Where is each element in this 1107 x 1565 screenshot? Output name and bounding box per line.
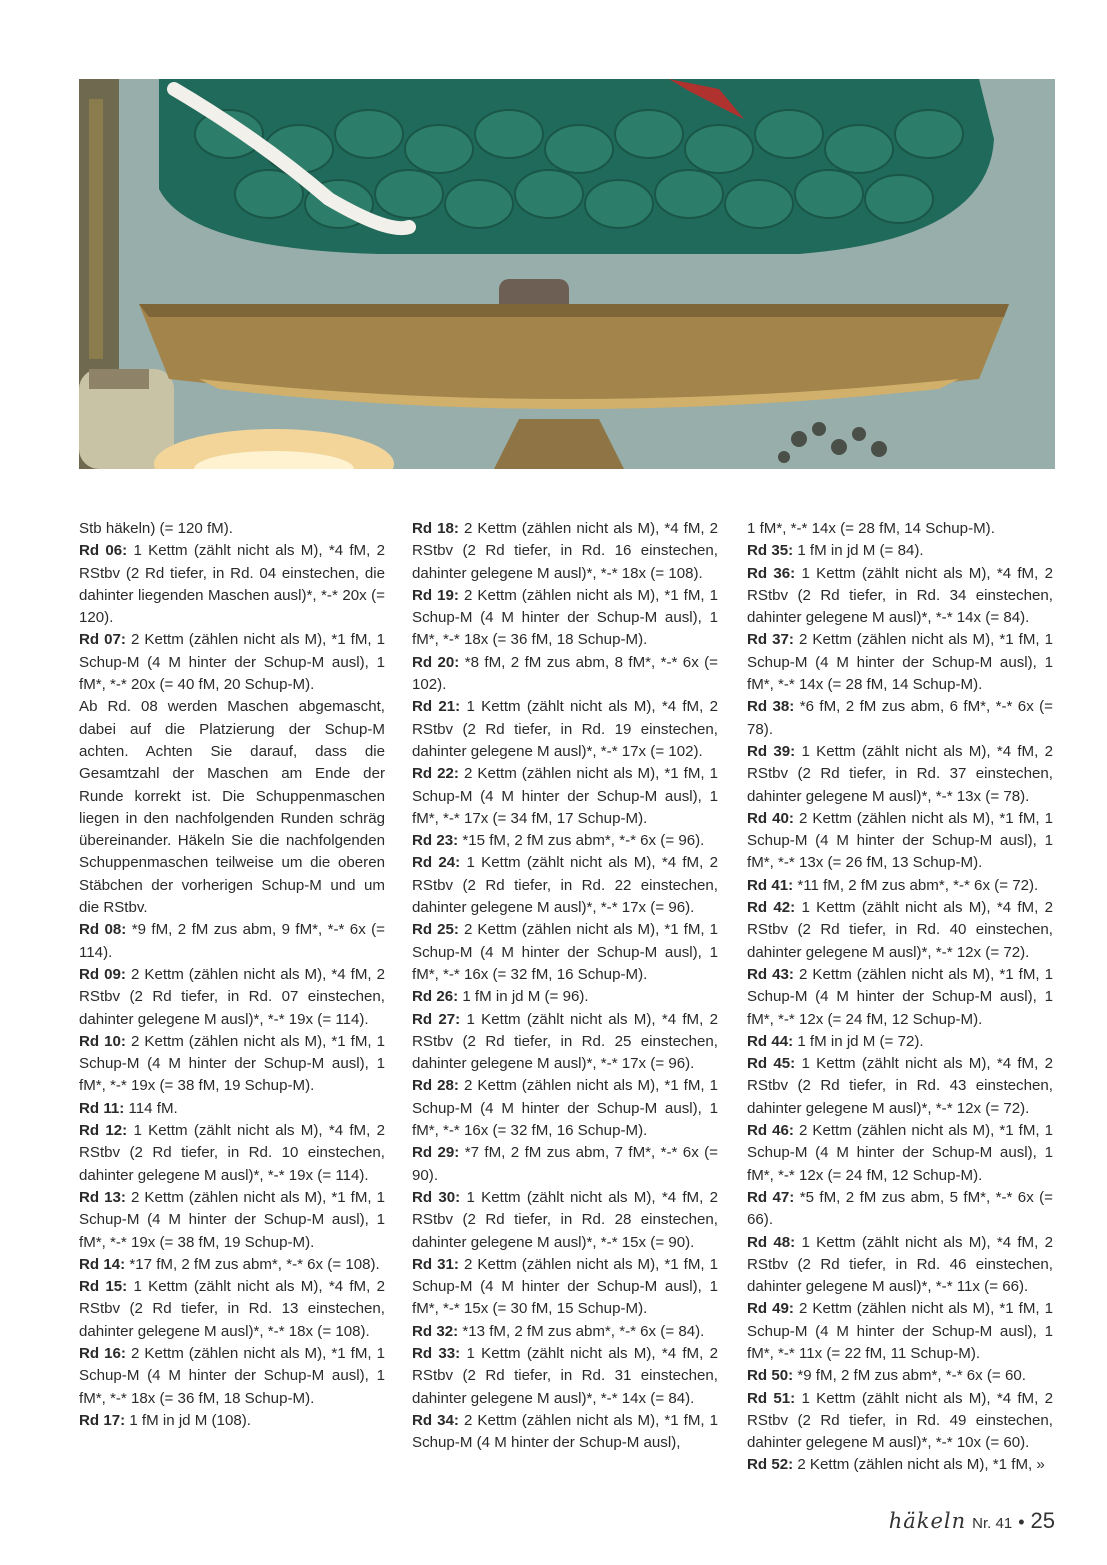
instructions-column-3 [747,518,1053,1477]
instruction-text: *11 fM, 2 fM zus abm*, *-* 6x (= 72). [793,876,1039,894]
instruction-paragraph [412,696,718,763]
round-label: Rd 19: [412,586,459,604]
instruction-paragraph [747,1053,1053,1120]
instruction-paragraph [747,1388,1053,1455]
instruction-paragraph [747,875,1053,897]
instruction-text: 2 Kettm (zählen nicht als M), *1 fM, 1 Schup-M (4 M hinter der Schup-M ausl), 1 fM*, *-* 18x (= 36 fM, 18 Schup-M). [412,586,718,649]
round-label: Rd 38: [747,698,795,716]
footer-separator: • [1018,1512,1025,1532]
round-label: Rd 37: [747,631,794,649]
instruction-text: 2 Kettm (zählen nicht als M), *1 fM, 1 Schup-M (4 M hinter der Schup-M ausl), 1 fM*, *-* 16x (= 32 fM, 16 Schup-M). [412,1077,718,1140]
round-label: Rd 17: [79,1411,126,1429]
round-label: Rd 49: [747,1300,794,1318]
round-label: Rd 33: [412,1344,461,1362]
instruction-text: Stb häkeln) (= 120 fM). [79,520,233,537]
instruction-text: 1 fM in jd M (= 84). [793,542,924,560]
instruction-text: 1 fM*, *-* 14x (= 28 fM, 14 Schup-M). [747,520,995,537]
round-label: Rd 20: [412,653,460,671]
instruction-text: 114 fM. [124,1099,178,1117]
instruction-text: 1 Kettm (zählt nicht als M), *4 fM, 2 RStbv (2 Rd tiefer, in Rd. 31 einstechen, dahinter gelegene M ausl)*, *-* 14x (= 84). [412,1344,718,1407]
round-label: Rd 39: [747,742,796,760]
round-label: Rd 46: [747,1122,794,1140]
round-label: Rd 25: [412,921,459,939]
instruction-paragraph [747,518,1053,540]
instruction-paragraph [747,1031,1053,1053]
round-label: Rd 44: [747,1032,794,1050]
round-label: Rd 22: [412,765,459,783]
instruction-paragraph [412,1410,718,1455]
instruction-text: 2 Kettm (zählen nicht als M), *1 fM, 1 Schup-M (4 M hinter der Schup-M ausl), 1 fM*, *-* 16x (= 32 fM, 16 Schup-M). [412,921,718,983]
round-label: Rd 31: [412,1255,459,1273]
round-label: Rd 21: [412,698,461,716]
round-label: Rd 08: [79,921,127,939]
round-label: Rd 14: [79,1255,126,1273]
round-label: Rd 35: [747,542,794,560]
round-label: Rd 51: [747,1389,796,1407]
instruction-paragraph [747,741,1053,808]
instruction-text: 1 fM in jd M (108). [125,1411,251,1429]
round-label: Rd 18: [412,520,459,537]
round-label: Rd 23: [412,832,459,850]
round-label: Rd 10: [79,1032,126,1050]
instruction-paragraph [412,852,718,919]
instructions-column-2 [412,518,718,1454]
hero-photo [79,79,1055,469]
round-label: Rd 32: [412,1322,459,1340]
instruction-paragraph [747,540,1053,562]
instruction-text: *13 fM, 2 fM zus abm*, *-* 6x (= 84). [458,1322,705,1340]
page-number: 25 [1030,1508,1055,1533]
instruction-paragraph [79,1031,385,1098]
instruction-paragraph [747,1232,1053,1299]
instruction-text: 1 Kettm (zählt nicht als M), *4 fM, 2 RStbv (2 Rd tiefer, in Rd. 34 einstechen, dahinter gelegene M ausl)*, *-* 14x (= 84). [747,564,1053,627]
instruction-paragraph [747,808,1053,875]
instruction-paragraph [79,1254,385,1276]
instruction-text: 1 Kettm (zählt nicht als M), *4 fM, 2 RStbv (2 Rd tiefer, in Rd. 19 einstechen, dahinter gelegene M ausl)*, *-* 17x (= 102). [412,698,718,760]
instruction-paragraph [412,986,718,1008]
instruction-paragraph [79,518,385,540]
instruction-text: 1 Kettm (zählt nicht als M), *4 fM, 2 RStbv (2 Rd tiefer, in Rd. 49 einstechen, dahinter gelegene M ausl)*, *-* 10x (= 60). [747,1389,1053,1452]
instruction-paragraph [79,1343,385,1410]
instruction-text: 1 fM in jd M (= 96). [458,988,589,1006]
instruction-paragraph [412,1187,718,1254]
instruction-paragraph [79,1410,385,1432]
round-label: Rd 48: [747,1233,796,1251]
round-label: Rd 29: [412,1144,460,1162]
round-label: Rd 30: [412,1188,461,1206]
instruction-text: 2 Kettm (zählen nicht als M), *1 fM, 1 Schup-M (4 M hinter der Schup-M ausl), 1 fM*, *-* 20x (= 40 fM, 20 Schup-M). [79,631,385,694]
instruction-text: 2 Kettm (zählen nicht als M), *1 fM, 1 Schup-M (4 M hinter der Schup-M ausl), 1 fM*, *-* 18x (= 36 fM, 18 Schup-M). [79,1344,385,1407]
round-label: Rd 07: [79,631,126,649]
instruction-paragraph [747,696,1053,741]
instruction-text: 1 Kettm (zählt nicht als M), *4 fM, 2 RStbv (2 Rd tiefer, in Rd. 43 einstechen, dahinter gelegene M ausl)*, *-* 12x (= 72). [747,1055,1053,1117]
round-label: Rd 43: [747,965,794,983]
instruction-text: 2 Kettm (zählen nicht als M), *1 fM, 1 Schup-M (4 M hinter der Schup-M ausl), 1 fM*, *-* 15x (= 30 fM, 15 Schup-M). [412,1255,718,1318]
instruction-text: *7 fM, 2 fM zus abm, 7 fM*, *-* 6x (= 90). [412,1144,718,1184]
instruction-text: 1 Kettm (zählt nicht als M), *4 fM, 2 RStbv (2 Rd tiefer, in Rd. 13 einstechen, dahinter gelegene M ausl)*, *-* 18x (= 108). [79,1278,385,1340]
round-label: Rd 47: [747,1188,795,1206]
instruction-paragraph [79,1120,385,1187]
instruction-text: 2 Kettm (zählen nicht als M), *1 fM, 1 Schup-M (4 M hinter der Schup-M ausl), 1 fM*, *-* 12x (= 24 fM, 12 Schup-M). [747,965,1053,1028]
instruction-text: *8 fM, 2 fM zus abm, 8 fM*, *-* 6x (= 102). [412,653,718,694]
instruction-text: *17 fM, 2 fM zus abm*, *-* 6x (= 108). [125,1255,380,1273]
instruction-paragraph [747,1365,1053,1387]
instruction-paragraph [747,563,1053,630]
round-label: Rd 40: [747,809,794,827]
instruction-paragraph [747,1298,1053,1365]
round-label: Rd 12: [79,1122,128,1140]
instruction-paragraph [412,1075,718,1142]
instruction-text: 2 Kettm (zählen nicht als M), *1 fM, » [793,1456,1045,1474]
instruction-paragraph [79,629,385,696]
instruction-paragraph [412,919,718,986]
instruction-paragraph [79,540,385,629]
round-label: Rd 27: [412,1010,461,1028]
instruction-paragraph [412,585,718,652]
instruction-paragraph [79,696,385,919]
instruction-text: 2 Kettm (zählen nicht als M), *1 fM, 1 Schup-M (4 M hinter der Schup-M ausl), 1 fM*, *-* 12x (= 24 fM, 12 Schup-M). [747,1122,1053,1184]
instruction-paragraph [747,1454,1053,1476]
round-label: Rd 28: [412,1077,459,1095]
round-label: Rd 34: [412,1411,459,1429]
instruction-paragraph [412,1009,718,1076]
instruction-text: *6 fM, 2 fM zus abm, 6 fM*, *-* 6x (= 78). [747,698,1053,738]
instruction-text: 2 Kettm (zählen nicht als M), *4 fM, 2 RStbv (2 Rd tiefer, in Rd. 07 einstechen, dahinter gelegene M ausl)*, *-* 19x (= 114). [79,965,385,1028]
instruction-text: *15 fM, 2 fM zus abm*, *-* 6x (= 96). [458,832,705,850]
round-label: Rd 11: [79,1099,125,1117]
instruction-text: 1 Kettm (zählt nicht als M), *4 fM, 2 RStbv (2 Rd tiefer, in Rd. 37 einstechen, dahinter gelegene M ausl)*, *-* 13x (= 78). [747,742,1053,805]
instruction-text: 1 Kettm (zählt nicht als M), *4 fM, 2 RStbv (2 Rd tiefer, in Rd. 40 einstechen, dahinter gelegene M ausl)*, *-* 12x (= 72). [747,899,1053,961]
round-label: Rd 42: [747,899,796,917]
page-footer [889,1508,1055,1534]
instruction-paragraph [79,1187,385,1254]
instruction-text: 1 Kettm (zählt nicht als M), *4 fM, 2 RStbv (2 Rd tiefer, in Rd. 28 einstechen, dahinter gelegene M ausl)*, *-* 15x (= 90). [412,1188,718,1251]
instruction-paragraph [79,1276,385,1343]
instruction-text: 1 Kettm (zählt nicht als M), *4 fM, 2 RStbv (2 Rd tiefer, in Rd. 04 einstechen, die dahinter liegenden Maschen ausl)*, *-* 20x (= 120). [79,542,385,627]
round-label: Rd 24: [412,854,461,872]
instruction-paragraph [412,1254,718,1321]
instruction-text: 2 Kettm (zählen nicht als M), *1 fM, 1 Schup-M (4 M hinter der Schup-M ausl), 1 fM*, *-* 11x (= 22 fM, 11 Schup-M). [747,1300,1053,1362]
instruction-paragraph [747,964,1053,1031]
instruction-paragraph [412,652,718,697]
instruction-text: 2 Kettm (zählen nicht als M), *1 fM, 1 Schup-M (4 M hinter der Schup-M ausl), 1 fM*, *-* 17x (= 34 fM, 17 Schup-M). [412,765,718,827]
instruction-text: Ab Rd. 08 werden Maschen abgemascht, dabei auf die Platzierung der Schup-M achten. Achten Sie darauf, dass die Gesamtzahl der Maschen am Ende der Runde korrekt ist. Die Schuppenmaschen liegen in den nachfolgenden Runden schräg übereinander. Häkeln Sie die nachfolgenden Schuppenmaschen teilweise um die oberen Stäbchen der vorherigen Schup-M und um die RStbv. [79,698,385,917]
instruction-text: 2 Kettm (zählen nicht als M), *1 fM, 1 Schup-M (4 M hinter der Schup-M ausl), 1 fM*, *-* 19x (= 38 fM, 19 Schup-M). [79,1188,385,1251]
instructions-column-1 [79,518,385,1432]
round-label: Rd 15: [79,1278,128,1296]
round-label: Rd 45: [747,1055,796,1073]
instruction-text: 1 Kettm (zählt nicht als M), *4 fM, 2 RStbv (2 Rd tiefer, in Rd. 10 einstechen, dahinter gelegene M ausl)*, *-* 19x (= 114). [79,1122,385,1184]
instruction-paragraph [412,518,718,585]
instruction-paragraph [412,1343,718,1410]
round-label: Rd 26: [412,988,459,1006]
crochet-tree-photo-icon [79,79,1055,469]
instruction-text: 1 fM in jd M (= 72). [793,1032,924,1050]
instruction-paragraph [79,1098,385,1120]
round-label: Rd 41: [747,876,794,894]
round-label: Rd 36: [747,564,796,582]
round-label: Rd 16: [79,1344,126,1362]
instruction-paragraph [412,830,718,852]
instruction-text: *9 fM, 2 fM zus abm, 9 fM*, *-* 6x (= 114). [79,921,385,961]
round-label: Rd 13: [79,1188,126,1206]
instruction-text: *5 fM, 2 fM zus abm, 5 fM*, *-* 6x (= 66). [747,1188,1053,1229]
instruction-paragraph [79,919,385,964]
instruction-paragraph [412,763,718,830]
round-label: Rd 06: [79,542,128,560]
instruction-paragraph [79,964,385,1031]
instruction-paragraph [412,1142,718,1187]
instruction-text: 2 Kettm (zählen nicht als M), *1 fM, 1 Schup-M (4 M hinter der Schup-M ausl), 1 fM*, *-* 14x (= 28 fM, 14 Schup-M). [747,631,1053,694]
round-label: Rd 09: [79,965,126,983]
instruction-text: 2 Kettm (zählen nicht als M), *1 fM, 1 Schup-M (4 M hinter der Schup-M ausl), 1 fM*, *-* 13x (= 26 fM, 13 Schup-M). [747,809,1053,872]
instruction-paragraph [747,629,1053,696]
instruction-text: 1 Kettm (zählt nicht als M), *4 fM, 2 RStbv (2 Rd tiefer, in Rd. 25 einstechen, dahinter gelegene M ausl)*, *-* 17x (= 96). [412,1010,718,1073]
instruction-paragraph [747,1120,1053,1187]
round-label: Rd 52: [747,1456,794,1474]
instruction-text: *9 fM, 2 fM zus abm*, *-* 6x (= 60. [793,1367,1026,1385]
round-label: Rd 50: [747,1367,794,1385]
instruction-text: 2 Kettm (zählen nicht als M), *1 fM, 1 Schup-M (4 M hinter der Schup-M ausl), 1 fM*, *-* 19x (= 38 fM, 19 Schup-M). [79,1032,385,1095]
instruction-paragraph [747,1187,1053,1232]
instruction-text: 2 Kettm (zählen nicht als M), *4 fM, 2 RStbv (2 Rd tiefer, in Rd. 16 einstechen, dahinter gelegene M ausl)*, *-* 18x (= 108). [412,520,718,582]
instruction-text: 1 Kettm (zählt nicht als M), *4 fM, 2 RStbv (2 Rd tiefer, in Rd. 22 einstechen, dahinter gelegene M ausl)*, *-* 17x (= 96). [412,854,718,917]
instruction-text: 2 Kettm (zählen nicht als M), *1 fM, 1 Schup-M (4 M hinter der Schup-M ausl), [412,1411,718,1452]
magazine-brand: häkeln [888,1509,967,1533]
instruction-paragraph [747,897,1053,964]
instruction-paragraph [412,1321,718,1343]
instruction-text: 1 Kettm (zählt nicht als M), *4 fM, 2 RStbv (2 Rd tiefer, in Rd. 46 einstechen, dahinter gelegene M ausl)*, *-* 11x (= 66). [747,1233,1053,1296]
issue-number: Nr. 41 [972,1515,1013,1532]
